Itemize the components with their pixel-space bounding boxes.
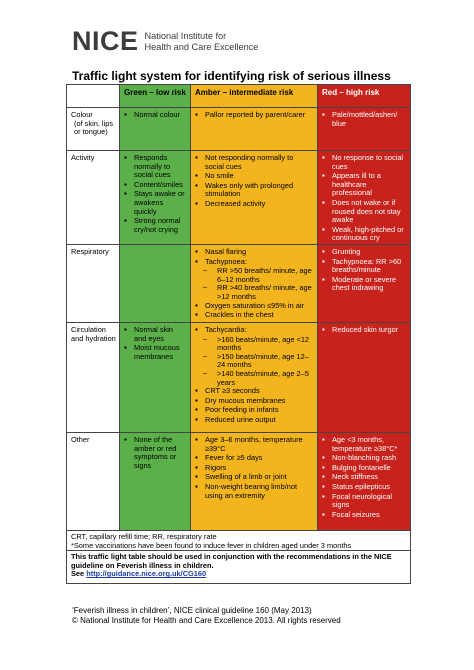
list-subitem: – >150 beats/minute, age 12–24 months <box>195 353 314 370</box>
circulation-green-cell <box>120 323 191 433</box>
abbreviations-note: CRT, capillary refill time; RR, respiratory rate <box>71 532 217 541</box>
list-item: ▪ Non-weight bearing limb/not using an extremity <box>195 483 314 500</box>
list-item: ▪ Decreased activity <box>195 200 314 209</box>
traffic-light-table <box>66 84 411 584</box>
list-item: ▪ Reduced skin turgor <box>322 326 407 335</box>
list-item: ▪ Wakes only with prolonged stimulation <box>195 182 314 199</box>
list-item: ▪ Neck stiffness <box>322 473 407 482</box>
activity-green-cell <box>120 151 191 245</box>
other-green-cell <box>120 433 191 531</box>
list-item: ▪ Tachypnoea: RR >60 breaths/minute <box>322 258 407 275</box>
logo-wordmark: NICE <box>72 26 139 56</box>
list-item: ▪ Nasal flaring <box>195 248 314 257</box>
header-blank-cell <box>67 85 120 108</box>
list-item: ▪ Moderate or severe chest indrawing <box>322 276 407 293</box>
guidance-link-line: See http://guidance.nice.org.uk/CG160 <box>71 569 207 579</box>
nice-logo <box>72 26 258 57</box>
list-item: ▪ Responds normally to social cues <box>124 154 187 180</box>
organisation-name: National Institute for Health and Care Excellence <box>144 30 259 52</box>
list-item: ▪ Bulging fontanelle <box>322 464 407 473</box>
list-item: ▪ Normal colour <box>124 111 187 120</box>
list-item: ▪ Reduced urine output <box>195 416 314 425</box>
list-item: ▪ Appears ill to a healthcare professional <box>322 172 407 198</box>
list-item: ▪ Dry mucous membranes <box>195 397 314 406</box>
row-label-colour: Colour (of skin, lips or tongue) <box>67 108 120 151</box>
vaccination-note: *Some vaccinations have been found to induce fever in children aged under 3 months <box>71 540 352 550</box>
respiratory-amber-cell <box>191 245 318 323</box>
other-red-cell <box>318 433 411 531</box>
list-item: ▪ Does not wake or if roused does not stay awake <box>322 199 407 225</box>
list-subitem: – RR >50 breaths/ minute, age 6–12 months <box>195 267 314 284</box>
header-red: Red – high risk <box>318 85 411 108</box>
list-item: ▪ Poor feeding in infants <box>195 406 314 415</box>
guidance-link[interactable]: http://guidance.nice.org.uk/CG160 <box>86 569 207 579</box>
colour-red-cell <box>318 108 411 151</box>
list-item: ▪ Swelling of a limb or joint <box>195 473 314 482</box>
list-item: ▪ CRT ≥3 seconds <box>195 387 314 396</box>
row-label-circulation: Circulation and hydration <box>67 323 120 433</box>
footnote-cell <box>67 531 411 551</box>
header-green: Green – low risk <box>120 85 191 108</box>
list-item: ▪ None of the amber or red symptoms or signs <box>124 436 187 470</box>
header-amber: Amber – intermediate risk <box>191 85 318 108</box>
guidance-text: This traffic light table should be used in conjunction with the recommendations in the NICE guideline on Feverish illness in children. <box>71 552 392 570</box>
list-item: ▪ Strong normal cry/not crying <box>124 217 187 234</box>
page-title: Traffic light system for identifying risk of serious illness <box>72 69 391 83</box>
list-item: ▪ Content/smiles <box>124 181 187 190</box>
respiratory-green-cell <box>120 245 191 323</box>
source-citation: ‘Feverish illness in children’, NICE clinical guideline 160 (May 2013) © National Institute for Health and Care Excellence 2013. All rights reserved <box>72 606 341 625</box>
list-item: ▪ Focal seizures <box>322 511 407 520</box>
list-item: ▪ Not responding normally to social cues <box>195 154 314 171</box>
list-item: ▪ Status epilepticus <box>322 483 407 492</box>
other-amber-cell <box>191 433 318 531</box>
list-item: ▪ Tachypnoea: <box>195 258 314 267</box>
list-item: ▪ Moist mucous membranes <box>124 344 187 361</box>
list-item: ▪ Tachycardia: <box>195 326 314 335</box>
list-item: ▪ Weak, high-pitched or continuous cry <box>322 226 407 243</box>
list-item: ▪ Fever for ≥5 days <box>195 454 314 463</box>
colour-green-cell <box>120 108 191 151</box>
list-item: ▪ Rigors <box>195 464 314 473</box>
list-item: ▪ Non-blanching rash <box>322 454 407 463</box>
list-item: ▪ Pallor reported by parent/carer <box>195 111 314 120</box>
respiratory-red-cell <box>318 245 411 323</box>
list-item: ▪ Grunting <box>322 248 407 257</box>
list-item: ▪ Oxygen saturation ≤95% in air <box>195 302 314 311</box>
list-item: ▪ Age <3 months, temperature ≥38°C* <box>322 436 407 453</box>
circulation-amber-cell <box>191 323 318 433</box>
row-label-activity: Activity <box>67 151 120 245</box>
list-item: ▪ Focal neurological signs <box>322 493 407 510</box>
list-item: ▪ Pale/mottled/ashen/ blue <box>322 111 407 128</box>
list-item: ▪ Normal skin and eyes <box>124 326 187 343</box>
activity-red-cell <box>318 151 411 245</box>
activity-amber-cell <box>191 151 318 245</box>
list-subitem: – RR >40 breaths/ minute, age >12 months <box>195 284 314 301</box>
list-subitem: – >160 beats/minute, age <12 months <box>195 336 314 353</box>
list-item: ▪ Age 3–6 months, temperature ≥39°C <box>195 436 314 453</box>
guidance-cell <box>67 551 411 584</box>
row-label-respiratory: Respiratory <box>67 245 120 323</box>
list-item: ▪ Crackles in the chest <box>195 311 314 320</box>
list-item: ▪ Stays awake or awakens quickly <box>124 190 187 216</box>
list-subitem: – >140 beats/minute, age 2–5 years <box>195 370 314 387</box>
list-item: ▪ No response to social cues <box>322 154 407 171</box>
circulation-red-cell <box>318 323 411 433</box>
colour-amber-cell <box>191 108 318 151</box>
row-label-other: Other <box>67 433 120 531</box>
list-item: ▪ No smile <box>195 172 314 181</box>
